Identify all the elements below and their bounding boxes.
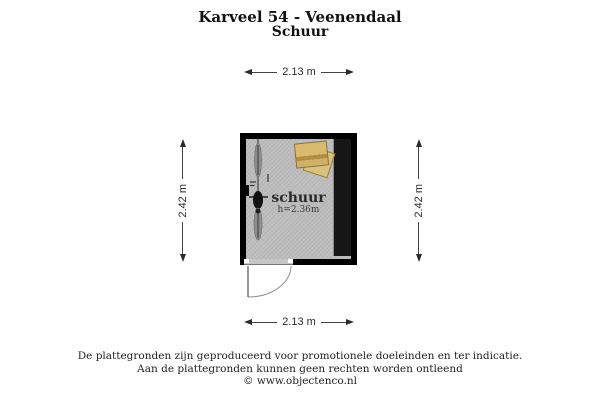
dimension-left-label: 2.42 m (176, 183, 189, 218)
dimension-line (321, 322, 346, 323)
door-swing-icon (243, 264, 298, 302)
room-label (246, 191, 351, 216)
arrow-right-icon (346, 69, 354, 75)
page-title (0, 9, 600, 40)
dimension-right (412, 139, 425, 262)
disclaimer-line-2: Aan de plattegronden kunnen geen rechten worden ontleend (137, 362, 463, 375)
copyright-line: © www.objectenco.nl (243, 375, 357, 387)
bicycle-icon (248, 136, 274, 244)
arrow-up-icon (416, 139, 422, 147)
title-address: Karveel 54 - Veenendaal (198, 8, 402, 26)
disclaimer-line-1: De plattegronden zijn geproduceerd voor promotionele doeleinden en ter indicatie. (77, 350, 523, 362)
dimension-line (418, 222, 419, 254)
dimension-bottom (244, 316, 354, 328)
shed-floor (246, 139, 351, 259)
dimension-right-label: 2.42 m (412, 183, 425, 218)
dimension-top-label: 2.13 m (282, 66, 316, 78)
storage-boxes-icon (294, 140, 329, 168)
door-jamb-right (288, 259, 293, 263)
door-jamb-left (244, 259, 249, 263)
dimension-line (252, 72, 277, 73)
arrow-left-icon (244, 69, 252, 75)
arrow-left-icon (244, 319, 252, 325)
dimension-line (182, 147, 183, 179)
dimension-left (176, 139, 189, 262)
arrow-down-icon (416, 254, 422, 262)
arrow-up-icon (180, 139, 186, 147)
dimension-bottom-label: 2.13 m (282, 316, 316, 328)
floorplan-walls (240, 133, 357, 265)
arrow-down-icon (180, 254, 186, 262)
dimension-line (182, 222, 183, 254)
disclaimer-footer (0, 350, 600, 388)
room-height-label: h=2.36m (277, 205, 320, 215)
room-name: schuur (271, 190, 326, 206)
dimension-line (321, 72, 346, 73)
dimension-line (252, 322, 277, 323)
title-subtitle: Schuur (271, 24, 329, 40)
door-swing-arc (248, 266, 291, 297)
arrow-right-icon (346, 319, 354, 325)
dimension-line (418, 147, 419, 179)
dimension-top (244, 66, 354, 78)
